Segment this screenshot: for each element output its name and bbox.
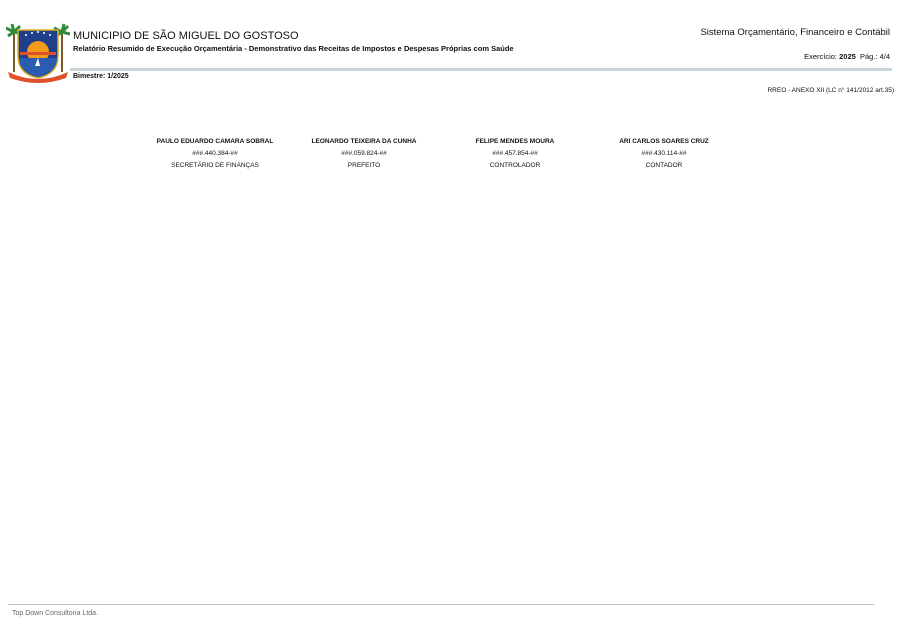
report-title: Relatório Resumido de Execução Orçamentária - Demonstrativo das Receitas de Impostos e Despesas Próprias com Saúde	[73, 44, 514, 53]
signatory-name: FELIPE MENDES MOURA	[475, 138, 555, 145]
signatory-name: LEONARDO TEIXEIRA DA CUNHA	[311, 138, 417, 145]
bimestre-label: Bimestre: 1/2025	[73, 73, 129, 80]
page-number: Pág.: 4/4	[859, 52, 890, 61]
footer-divider	[8, 604, 874, 605]
signature-contador	[589, 137, 739, 170]
signatory-name: ARI CARLOS SOARES CRUZ	[619, 138, 709, 145]
signatory-document: ###.059.824-##	[341, 150, 387, 157]
signatory-name: PAULO EDUARDO CAMARA SOBRAL	[156, 138, 274, 145]
signatory-role: CONTROLADOR	[489, 162, 541, 169]
footer-company: Top Down Consultoria Ltda.	[12, 610, 98, 617]
signatory-role: PREFEITO	[347, 162, 381, 169]
signatory-role: CONTADOR	[645, 162, 683, 169]
municipality-name: MUNICIPIO DE SÃO MIGUEL DO GOSTOSO	[73, 30, 299, 42]
coat-of-arms-logo-icon	[6, 22, 70, 84]
signatory-document: ###.430.114-##	[641, 150, 687, 157]
signature-secretario	[140, 137, 290, 170]
signatory-document: ###.440.384-##	[192, 150, 238, 157]
signatory-document: ###.457.854-##	[492, 150, 538, 157]
header-divider	[70, 68, 892, 71]
anexo-reference: RREO - ANEXO XII (LC n° 141/2012 art.35)	[767, 87, 894, 94]
exercicio-info	[804, 52, 890, 61]
signatory-role: SECRETÁRIO DE FINANÇAS	[171, 162, 259, 169]
signature-controlador	[440, 137, 590, 170]
signature-block	[140, 137, 740, 177]
system-name: Sistema Orçamentário, Financeiro e Contábil	[700, 27, 890, 38]
exercicio-value: 2025	[839, 52, 856, 61]
signature-prefeito	[289, 137, 439, 170]
exercicio-label: Exercício:	[804, 52, 838, 61]
